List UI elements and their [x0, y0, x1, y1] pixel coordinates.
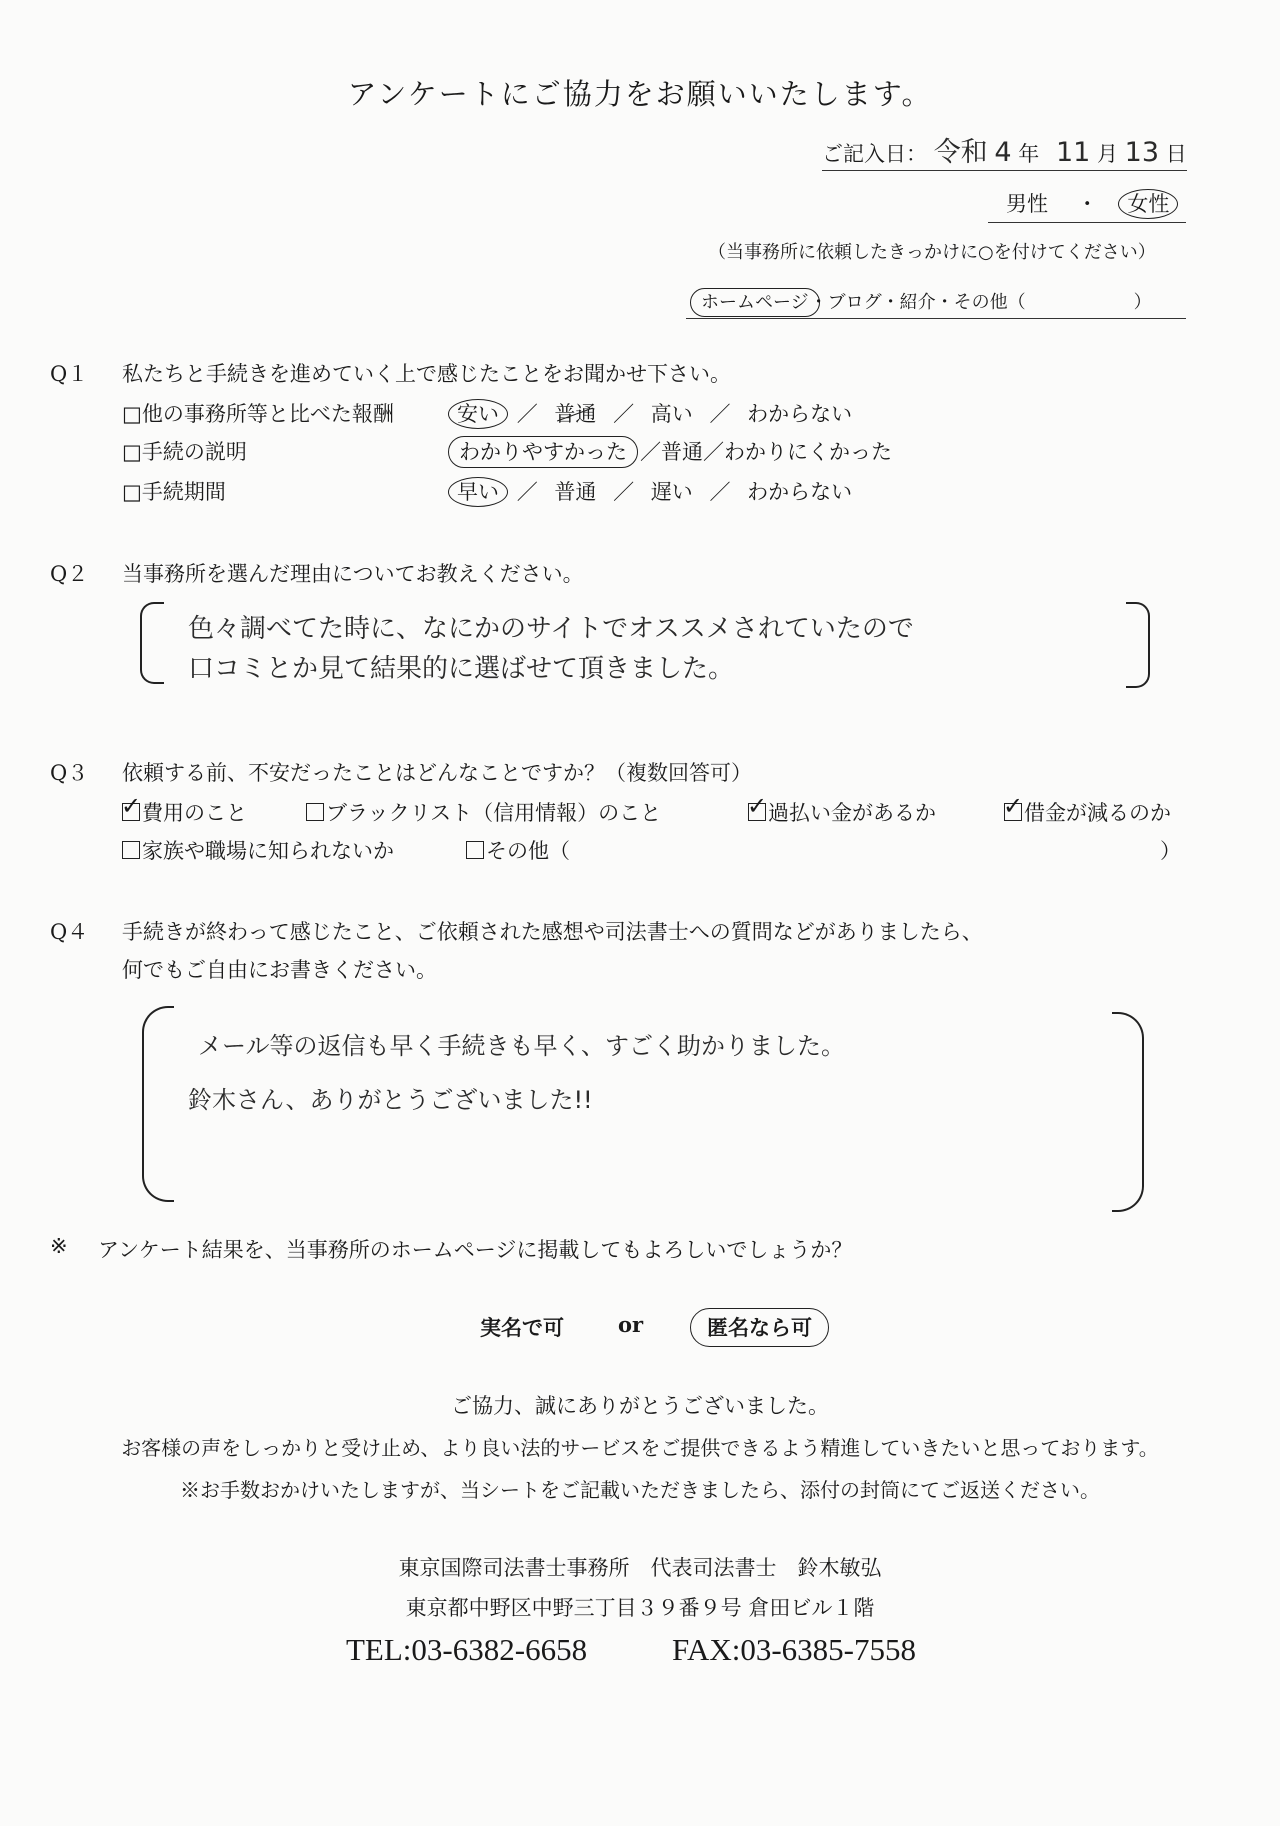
gender-male: 男性 [1006, 192, 1048, 216]
consent-anonymous-label: 匿名なら可 [690, 1308, 829, 1347]
date-line [822, 130, 1187, 169]
q4-answer-line1: メール等の返信も早く手続きも早く、すごく助かりました。 [198, 1032, 846, 1060]
date-day: 13 [1124, 137, 1160, 168]
office-tel: TEL:03-6382-6658 [346, 1632, 588, 1667]
closing-return-note: ※お手数おかけいたしますが、当シートをご記載いただきましたら、添付の封筒にてご返送ください。 [180, 1478, 1100, 1502]
q1-question: 私たちと手続きを進めていく上で感じたことをお聞かせ下さい。 [122, 362, 731, 386]
consent-or: or [618, 1312, 644, 1337]
q1-period-fast-circled: 早い [448, 477, 508, 507]
consent-anonymous-circled [690, 1312, 829, 1342]
q1-row-period-options [448, 476, 852, 506]
separator: ／ [613, 480, 635, 504]
q2-answer-line1: 色々調べてた時に、なにかのサイトでオススメされていたので [188, 614, 914, 644]
q2-bracket-right [1126, 602, 1150, 688]
q3-option-family-label: 家族や職場に知られないか [142, 839, 394, 863]
checkbox-icon [306, 803, 324, 821]
office-fax: FAX:03-6385-7558 [672, 1632, 916, 1667]
q2-question: 当事務所を選んだ理由についてお教えください。 [122, 562, 584, 586]
date-year: 4 [994, 137, 1012, 168]
q3-option-blacklist-label: ブラックリスト（信用情報）のこと [326, 801, 662, 825]
q1-number: Q１ [50, 362, 89, 386]
q3-option-blacklist [306, 797, 661, 827]
date-label: ご記入日： [822, 142, 927, 166]
q1-row-period-label: □手続期間 [122, 480, 226, 504]
q3-option-other-label: その他（ [486, 839, 570, 863]
survey-title: アンケートにご協力をお願いいたします。 [347, 77, 933, 111]
q1-period-normal: 普通 [554, 480, 597, 504]
checkbox-checked-icon [122, 803, 140, 821]
q2-answer-line2: 口コミとか見て結果的に選ばせて頂きました。 [188, 654, 735, 684]
separator: ／ [613, 402, 635, 426]
office-name: 東京国際司法書士事務所 代表司法書士 鈴木敏弘 [398, 1556, 882, 1580]
q3-option-other [466, 835, 570, 865]
date-year-unit: 年 [1018, 142, 1040, 166]
gender-female-circled: 女性 [1118, 189, 1178, 219]
q3-option-overpayment-label: 過払い金があるか [768, 801, 936, 825]
q1-period-slow: 遅い [650, 480, 693, 504]
q2-number: Q２ [50, 562, 89, 586]
checkbox-icon [122, 841, 140, 859]
checkbox-icon [466, 841, 484, 859]
q4-number: Q４ [50, 920, 89, 944]
gender-line [988, 188, 1186, 223]
consent-question: アンケート結果を、当事務所のホームページに掲載してもよろしいでしょうか？ [98, 1238, 853, 1262]
separator: ／ [709, 480, 731, 504]
consent-mark: ※ [50, 1234, 68, 1258]
trigger-homepage-circled: ホームページ [690, 288, 820, 317]
closing-thanks: ご協力、誠にありがとうございました。 [451, 1394, 829, 1418]
checkbox-checked-icon [748, 803, 766, 821]
q1-row-fee-options [448, 398, 852, 428]
q1-explain-clear-circled: わかりやすかった [448, 436, 638, 468]
q4-bracket-right [1112, 1012, 1144, 1212]
q3-number: Q３ [50, 761, 89, 785]
gender-separator: ・ [1076, 192, 1098, 216]
q1-fee-cheap-circled: 安い [448, 399, 508, 429]
q3-option-other-close: ） [1160, 839, 1181, 863]
date-day-unit: 日 [1165, 142, 1187, 166]
q1-fee-normal-crossed: 普通 [554, 402, 597, 426]
closing-message: お客様の声をしっかりと受け止め、より良い法的サービスをご提供できるよう精進していきたいと思っております。 [121, 1436, 1159, 1460]
q3-option-cost [122, 797, 247, 827]
date-era: 令和 [933, 137, 988, 168]
q3-option-overpayment [748, 797, 936, 827]
date-month: 11 [1055, 137, 1091, 168]
q1-row-explain-options [448, 436, 892, 466]
date-field [822, 137, 1187, 171]
q1-fee-high: 高い [650, 402, 693, 426]
office-address: 東京都中野区中野三丁目３９番９号 倉田ビル１階 [405, 1596, 875, 1620]
q2-bracket-left [140, 602, 164, 684]
q4-question-line1: 手続きが終わって感じたこと、ご依頼された感想や司法書士への質問などがありましたら、 [122, 920, 983, 944]
date-month-unit: 月 [1096, 142, 1118, 166]
checkbox-checked-icon [1004, 803, 1022, 821]
q4-question-line2: 何でもご自由にお書きください。 [122, 958, 437, 982]
q4-bracket-left [142, 1006, 174, 1202]
separator: ／ [516, 480, 538, 504]
q3-question: 依頼する前、不安だったことはどんなことですか？（複数回答可） [122, 761, 752, 785]
q1-period-unknown: わからない [747, 480, 853, 504]
q3-option-debt-reduce-label: 借金が減るのか [1024, 801, 1171, 825]
q3-option-cost-label: 費用のこと [142, 801, 247, 825]
q3-option-debt-reduce [1004, 797, 1171, 827]
q1-row-fee-label: □他の事務所等と比べた報酬 [122, 402, 394, 426]
consent-real-name: 実名で可 [480, 1315, 564, 1340]
separator: ／ [516, 402, 538, 426]
trigger-rest: ・ブログ・紹介・その他（ ） [809, 292, 1152, 313]
trigger-line [686, 288, 1186, 319]
q4-answer-line2: 鈴木さん、ありがとうございました!! [188, 1086, 593, 1114]
q3-option-family [122, 835, 394, 865]
q1-row-explain-label: □手続の説明 [122, 440, 247, 464]
q1-explain-rest: ／普通／わかりにくかった [640, 440, 892, 464]
trigger-note: （当事務所に依頼したきっかけに○を付けてください） [708, 242, 1156, 263]
separator: ／ [709, 402, 731, 426]
q1-fee-unknown: わからない [747, 402, 853, 426]
